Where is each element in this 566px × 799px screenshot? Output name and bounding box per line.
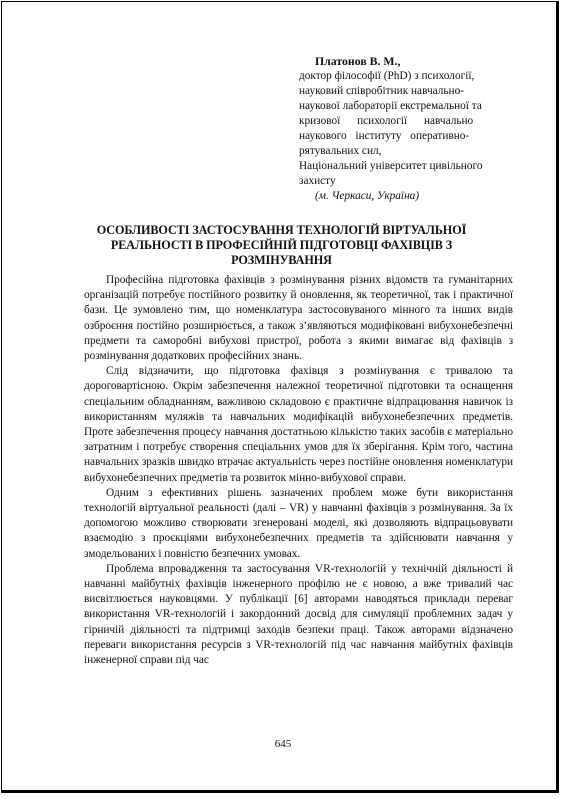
- author-affiliation-line: науковий співробітник навчально-: [299, 85, 465, 97]
- body-paragraph: Одним з ефективних рішень зазначених проблем може бути використання технологій віртуальної реальності (далі – VR) у навчанні фахівців з розмінування. За їх допомогою можливо створювати згенеровані моделі, які дозволяють відпрацьовувати взаємодію з проєкціями вибухонебезпечних предметів та здійснювати навчання у змодельованих і повністю безпечних умовах.: [84, 486, 513, 560]
- author-block: [299, 54, 524, 204]
- author-name: Платонов В. М.,: [315, 54, 401, 68]
- page-number: 645: [274, 738, 292, 750]
- body-paragraph: Професійна підготовка фахівців з розмінування різних відомств та гуманітарних організацій потребує постійного розвитку й оновлення, як теоретичної, так і практичної бази. Це зумовлено тим, що номенклатура застосовуваного мінного та інших видів озброєння постійно розширюється, а також з’являються модифіковані вибухонебезпечні предмети та саморобні вибухові пристрої, робота з якими вимагає від фахівців з розмінування додаткових професійних знань.: [84, 274, 513, 363]
- body-paragraph: Слід відзначити, що підготовка фахівця з розмінування є тривалою та дороговартісною. Окрім забезпечення належної теоретичної підготовки та оснащення спеціальним обладнанням, важливою складовою є практичне відпрацювання навичок із використанням муляжів та навчальних модифікацій вибухонебезпечних предметів. Проте забезпечення процесу навчання достатньою кількістю таких засобів є матеріально затратним і потребує створення спеціальних умов для їх зберігання. Крім того, частина навчальних зразків швидко втрачає актуальність через постійне оновлення номенклатури вибухонебезпечних предметів та розвиток мінно-вибухової справи.: [84, 365, 513, 484]
- author-affiliation-line: Національний університет цивільного: [299, 160, 483, 172]
- author-affiliation-line: кризової психології навчально: [299, 115, 474, 127]
- author-location: (м. Черкаси, Україна): [315, 190, 420, 202]
- body-paragraph: Проблема впровадження та застосування VR-технологій у технічній діяльності й навчанні майбутніх фахівців інженерного профілю не є новою, а вже тривалий час висвітлюється науковцями. У публікації [6] авторами наводяться приклади переваг використання VR-технологій і закордонний досвід для симуляції проблемних задач у гірничій діяльності та підтримці заходів безпеки праці. Також авторами відзначено переваги використання ресурсів з VR-технологій під час навчання майбутніх фахівців інженерної справи під час: [84, 562, 513, 667]
- article-body: [84, 273, 513, 668]
- author-affiliation-line: наукового інституту оперативно-: [299, 130, 470, 142]
- author-affiliation-line: наукової лабораторії екстремальної та: [299, 100, 482, 112]
- author-affiliation-line: рятувальних сил,: [299, 145, 382, 157]
- article-title: ОСОБЛИВОСТІ ЗАСТОСУВАННЯ ТЕХНОЛОГІЙ ВІРТУАЛЬНОЇ РЕАЛЬНОСТІ В ПРОФЕСІЙНІЙ ПІДГОТОВЦІ ФАХІВЦІВ З РОЗМІНУВАННЯ: [96, 223, 467, 268]
- author-affiliation-line: захисту: [299, 175, 336, 187]
- author-affiliation-line: доктор філософії (PhD) з психології,: [299, 70, 475, 82]
